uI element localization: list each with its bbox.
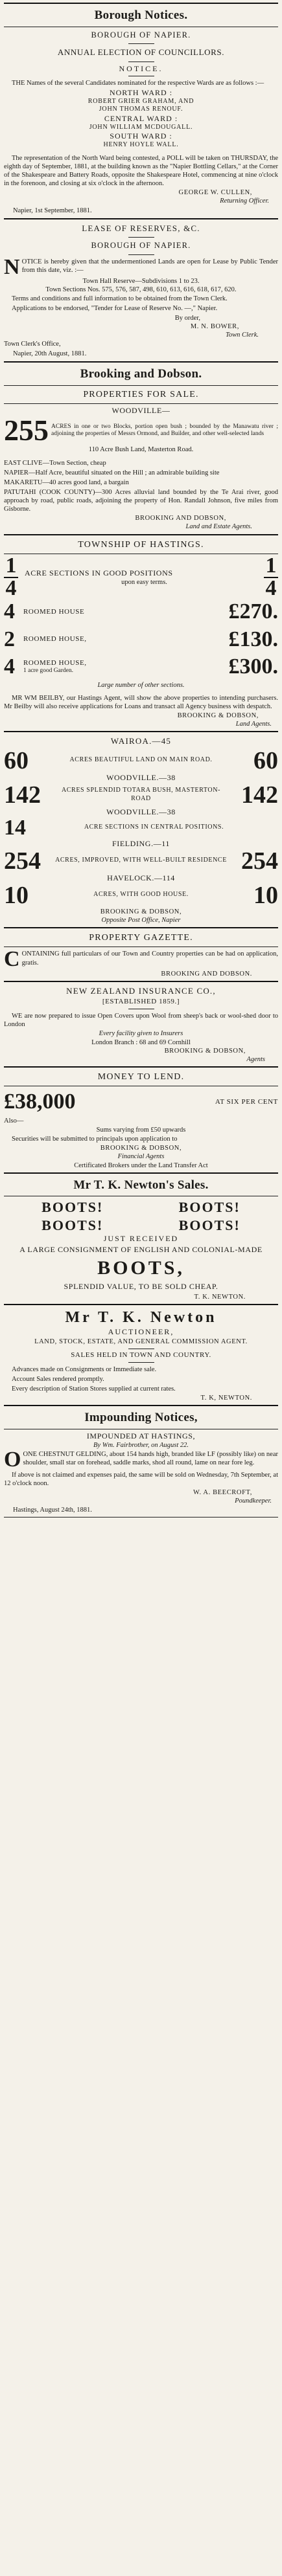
boots-title: BOOTS, <box>97 1257 185 1279</box>
newton-signer2: T. K, NEWTON. <box>200 1394 252 1402</box>
lease-heading: LEASE OF RESERVES, &C. <box>82 223 200 233</box>
quarter-acre-block <box>4 556 278 598</box>
acreage-number: 254 <box>241 847 278 875</box>
returns: Account Sales rendered promptly. <box>12 1376 104 1383</box>
acreage-number: 10 <box>253 881 278 909</box>
wairoa-signer: BROOKING & DOBSON, <box>100 908 182 915</box>
newton-signer: T. K. NEWTON. <box>194 1293 246 1301</box>
land-text: ACRES, WITH GOOD HOUSE. <box>93 891 189 899</box>
house-row <box>4 598 278 626</box>
ward-title: CENTRAL WARD : <box>104 113 178 123</box>
divider <box>4 534 278 535</box>
boots-banner: BOOTS! <box>178 1216 241 1233</box>
wairoa-signer-role: Opposite Post Office, Napier <box>101 916 181 924</box>
dateline: Napier, 1st September, 1881. <box>13 207 92 214</box>
impounding-signer: W. A. BEECROFT, <box>193 1489 252 1497</box>
acreage-number: 142 <box>241 781 278 809</box>
divider <box>128 254 154 255</box>
patutahi: PATUTAHI (COOK COUNTY)—300 Acres alluvial land bounded by the Te Arai river, good approach by road, public roads, adjoining the property of Hon. Randall Johnson, five miles from Gisborne. <box>4 488 278 513</box>
quarter-line2: upon easy terms. <box>121 578 167 586</box>
fraction-denominator: 4 <box>5 576 17 600</box>
house-row <box>4 653 278 681</box>
properties-subheading: PROPERTIES FOR SALE. <box>83 389 199 399</box>
divider <box>4 385 278 386</box>
divider <box>4 981 278 982</box>
money-certified: Certificated Brokers under the Land Transfer Act <box>74 1161 208 1169</box>
insurance-signer-role: Agents <box>246 1055 265 1063</box>
house-price: £300. <box>228 655 278 679</box>
ward-title: NORTH WARD : <box>109 87 173 97</box>
insurance-branch: London Branch : 68 and 69 Cornhill <box>91 1038 191 1046</box>
advances: Advances made on Consignments or Immediate sale. <box>12 1365 157 1373</box>
insurance-body: WE are now prepared to issue Open Covers upon Wool from sheep's back or wool-shed door to London <box>4 1013 278 1029</box>
boots-banner: BOOTS! <box>41 1199 104 1216</box>
woodville-tail: 110 Acre Bush Land, Masterton Road. <box>88 446 194 454</box>
brooking-signer: BROOKING AND DOBSON, <box>135 515 226 522</box>
land-text: ACRES, IMPROVED, WITH WELL-BUILT RESIDENCE <box>55 857 227 864</box>
divider <box>4 3 278 4</box>
boots-banner: BOOTS! <box>41 1216 104 1233</box>
borough-notices-heading: Borough Notices. <box>94 8 188 22</box>
order-line: By order, <box>174 314 200 322</box>
divider <box>4 1066 278 1068</box>
divider <box>4 731 278 732</box>
woodville-subheading: WOODVILLE.—38 <box>106 807 176 816</box>
newton-heading: Mr T. K. Newton's Sales. <box>73 1178 209 1192</box>
candidates-intro: THE Names of the several Candidates nominated for the respective Wards are as follows :— <box>12 79 264 87</box>
land-row <box>4 883 278 908</box>
just-received: JUST RECEIVED <box>103 1234 179 1244</box>
land-row <box>4 748 278 773</box>
poll-notice: The representation of the North Ward being contested, a POLL will be taken on THURSDAY, the eighth day of September, 1881, at the building known as the "Napier Bottling Cellars," at the Corner of the Shakespeare and Battery Roads, opposite the Shakespeare Hotel, commencing at nine o'clock in the forenoon, and closing at six o'clock in the afternoon. <box>4 154 278 188</box>
gazette-body <box>4 947 278 972</box>
impounded-body <box>4 1448 278 1472</box>
acreage-number: 255 <box>4 414 49 447</box>
candidate-name: JOHN THOMAS RENOUF. <box>99 106 183 113</box>
quarter-fraction <box>4 556 18 598</box>
napier-half: NAPIER—Half Acre, beautiful situated on the Hill ; an admirable building site <box>4 469 220 476</box>
divider <box>128 1362 154 1363</box>
more-sections: Large number of other sections. <box>97 681 185 689</box>
money-also: Also— <box>4 1117 24 1125</box>
borough-subheading: BOROUGH OF NAPIER. <box>91 30 191 39</box>
gazette-signer: BROOKING AND DOBSON. <box>161 970 252 978</box>
house-price: £130. <box>228 627 278 651</box>
impounding-dateline: Hastings, August 24th, 1881. <box>13 1506 92 1514</box>
room-count: 4 <box>4 655 15 679</box>
divider <box>4 1172 278 1174</box>
hastings-signer-role: Land Agents. <box>235 721 272 728</box>
insurance-heading: NEW ZEALAND INSURANCE CO., <box>66 986 216 996</box>
lease-body <box>4 254 278 279</box>
candidate-name: ROBERT GRIER GRAHAM, AND <box>88 97 194 105</box>
brooking-signer-role: Land and Estate Agents. <box>185 523 252 531</box>
signature-role: Returning Officer. <box>220 197 269 205</box>
lease-subheading: BOROUGH OF NAPIER. <box>91 240 191 250</box>
quarter-line1: ACRE SECTIONS IN GOOD POSITIONS <box>25 568 173 577</box>
lease-office: Town Clerk's Office, <box>4 340 61 348</box>
room-count: 2 <box>4 627 15 651</box>
stores: Every description of Station Stores supplied at current rates. <box>12 1385 176 1393</box>
land-row <box>4 817 278 839</box>
divider <box>4 946 278 947</box>
value-line: SPLENDID VALUE, TO BE SOLD CHEAP. <box>64 1281 218 1291</box>
divider <box>4 403 278 404</box>
divider <box>128 237 154 238</box>
fraction-denominator: 4 <box>265 576 277 600</box>
impounded-notice: If above is not claimed and expenses paid, the same will be sold on Wednesday, 7th September, at 12 o'clock noon. <box>4 1471 278 1487</box>
loan-amount: £38,000 <box>4 1090 76 1114</box>
house-text: ROOMED HOUSE <box>23 607 85 616</box>
hastings-heading: TOWNSHIP OF HASTINGS. <box>78 539 204 550</box>
notice-label: NOTICE. <box>119 63 163 73</box>
house-text: ROOMED HOUSE, <box>23 635 87 644</box>
lease-intro: OTICE is hereby given that the undermentioned Lands are open for Lease by Public Tender from this date, viz. :— <box>21 258 278 274</box>
lease-terms: Terms and conditions and full information to be obtained from the Town Clerk. <box>12 295 228 303</box>
newton-name: Mr T. K. Newton <box>65 1309 217 1326</box>
divider <box>128 43 154 44</box>
woodville-title: WOODVILLE— <box>112 406 170 416</box>
drop-cap: O <box>4 1448 21 1472</box>
hastings-signer: BROOKING & DOBSON, <box>177 712 259 720</box>
money-signer: BROOKING & DOBSON, <box>100 1145 182 1152</box>
lease-applications: Applications to be endorsed, "Tender for Lease of Reserve No. —," Napier. <box>12 305 218 313</box>
lease-signer-role: Town Clerk. <box>226 331 259 339</box>
woodville-block <box>4 416 278 445</box>
east-clive: EAST CLIVE—Town Section, cheap <box>4 459 106 467</box>
candidate-name: HENRY HOYLE WALL. <box>103 141 179 149</box>
money-heading: MONEY TO LEND. <box>97 1071 185 1082</box>
acreage-number: 142 <box>4 781 41 809</box>
house-row <box>4 626 278 654</box>
house-text: ROOMED HOUSE, <box>23 658 87 667</box>
drop-cap: N <box>4 254 20 279</box>
woodville-subheading: WOODVILLE.—38 <box>106 772 176 782</box>
acreage-number: 14 <box>4 815 26 840</box>
divider <box>4 218 278 219</box>
land-text: ACRE SECTIONS IN CENTRAL POSITIONS. <box>84 823 224 831</box>
agency: LAND, STOCK, ESTATE, AND GENERAL COMMISSION AGENT. <box>34 1338 248 1345</box>
fraction-numerator: 1 <box>265 554 277 578</box>
money-line1: Sums varying from £50 upwards <box>96 1126 186 1134</box>
candidate-name: JOHN WILLIAM MCDOUGALL. <box>89 123 193 131</box>
acreage-number: 254 <box>4 847 41 875</box>
house-subtext: 1 acre good Garden. <box>23 667 74 675</box>
land-text: ACRES BEAUTIFUL LAND ON MAIN ROAD. <box>69 756 213 764</box>
money-signer-role: Financial Agents <box>117 1153 165 1161</box>
insurance-established: [ESTABLISHED 1859.] <box>102 998 180 1006</box>
drop-cap: C <box>4 947 20 972</box>
impounded-text: ONE CHESTNUT GELDING, about 154 hands high, branded like LF (possibly like) on near shoulder, small star on forehead, saddle marks, shod all round, lame on near fore leg. <box>23 1451 278 1467</box>
impounded-title: IMPOUNDED AT HASTINGS, <box>86 1431 196 1441</box>
lease-signer: M. N. BOWER, <box>190 322 239 330</box>
consignment: A LARGE CONSIGNMENT OF ENGLISH AND COLONIAL-MADE <box>19 1245 263 1255</box>
land-row <box>4 849 278 873</box>
divider <box>4 361 278 363</box>
boots-banner: BOOTS! <box>178 1199 241 1216</box>
impounding-heading: Impounding Notices, <box>84 1411 198 1425</box>
hastings-body: MR WM BEILBY, our Hastings Agent, will show the above properties to intending purchasers. Mr Beilby will also receive applications for Loans and transact all Agency business with despatch. <box>4 694 278 711</box>
acreage-number: 60 <box>253 746 278 774</box>
lease-item: Town Hall Reserve—Subdivisions 1 to 23. <box>82 278 200 286</box>
woodville-text: ACRES in one or two Blocks, portion open bush ; bounded by the Manawatu river ; adjoining the properties of Messrs Ormond, and Builder, and other well-selected lands <box>51 423 278 438</box>
insurance-facility: Every facility given to Insurers <box>99 1030 183 1038</box>
loan-row <box>4 1088 278 1116</box>
fielding-subheading: FIELDING.—11 <box>112 838 170 848</box>
gazette-text: ONTAINING full particulars of our Town and Country properties can be had on application, gratis. <box>21 950 278 967</box>
quarter-fraction <box>264 556 278 598</box>
divider <box>4 1517 278 1518</box>
boots-row <box>4 1198 278 1234</box>
gazette-heading: PROPERTY GAZETTE. <box>89 932 193 943</box>
acreage-number: 60 <box>4 746 29 774</box>
makaretu: MAKARETU—40 acres good land, a bargain <box>4 478 129 486</box>
land-row <box>4 783 278 807</box>
money-line2: Securities will be submitted to principals upon application to <box>12 1136 178 1143</box>
divider <box>4 1405 278 1406</box>
room-count: 4 <box>4 599 15 624</box>
havelock-subheading: HAVELOCK.—114 <box>107 873 175 882</box>
lease-item: Town Sections Nos. 575, 576, 587, 498, 610, 613, 616, 618, 617, 620. <box>45 286 237 294</box>
election-title: ANNUAL ELECTION OF COUNCILLORS. <box>57 47 225 58</box>
lease-dateline: Napier, 20th August, 1881. <box>13 350 87 358</box>
impounded-by: By Wm. Fairbrother, on August 22. <box>93 1442 189 1450</box>
brooking-heading: Brooking and Dobson. <box>80 367 202 381</box>
house-price: £270. <box>228 599 278 624</box>
newspaper-column <box>0 3 282 1518</box>
acreage-number: 10 <box>4 881 29 909</box>
divider <box>4 1304 278 1305</box>
ward-title: SOUTH WARD : <box>110 131 172 141</box>
signature: GEORGE W. CULLEN, <box>178 189 252 197</box>
ward-list <box>4 88 278 150</box>
sales-held: SALES HELD IN TOWN AND COUNTRY. <box>71 1351 211 1360</box>
loan-rate: AT SIX PER CENT <box>215 1097 278 1106</box>
insurance-signer: BROOKING & DOBSON, <box>164 1047 246 1055</box>
impounding-signer-role: Poundkeeper. <box>235 1497 272 1505</box>
divider <box>4 927 278 928</box>
land-text: ACRES SPLENDID TOTARA BUSH, MASTERTON-ROAD <box>61 787 221 802</box>
auctioneer: AUCTIONEER, <box>108 1327 174 1336</box>
fraction-numerator: 1 <box>5 554 17 578</box>
wairoa-heading: WAIROA.—45 <box>110 736 172 746</box>
